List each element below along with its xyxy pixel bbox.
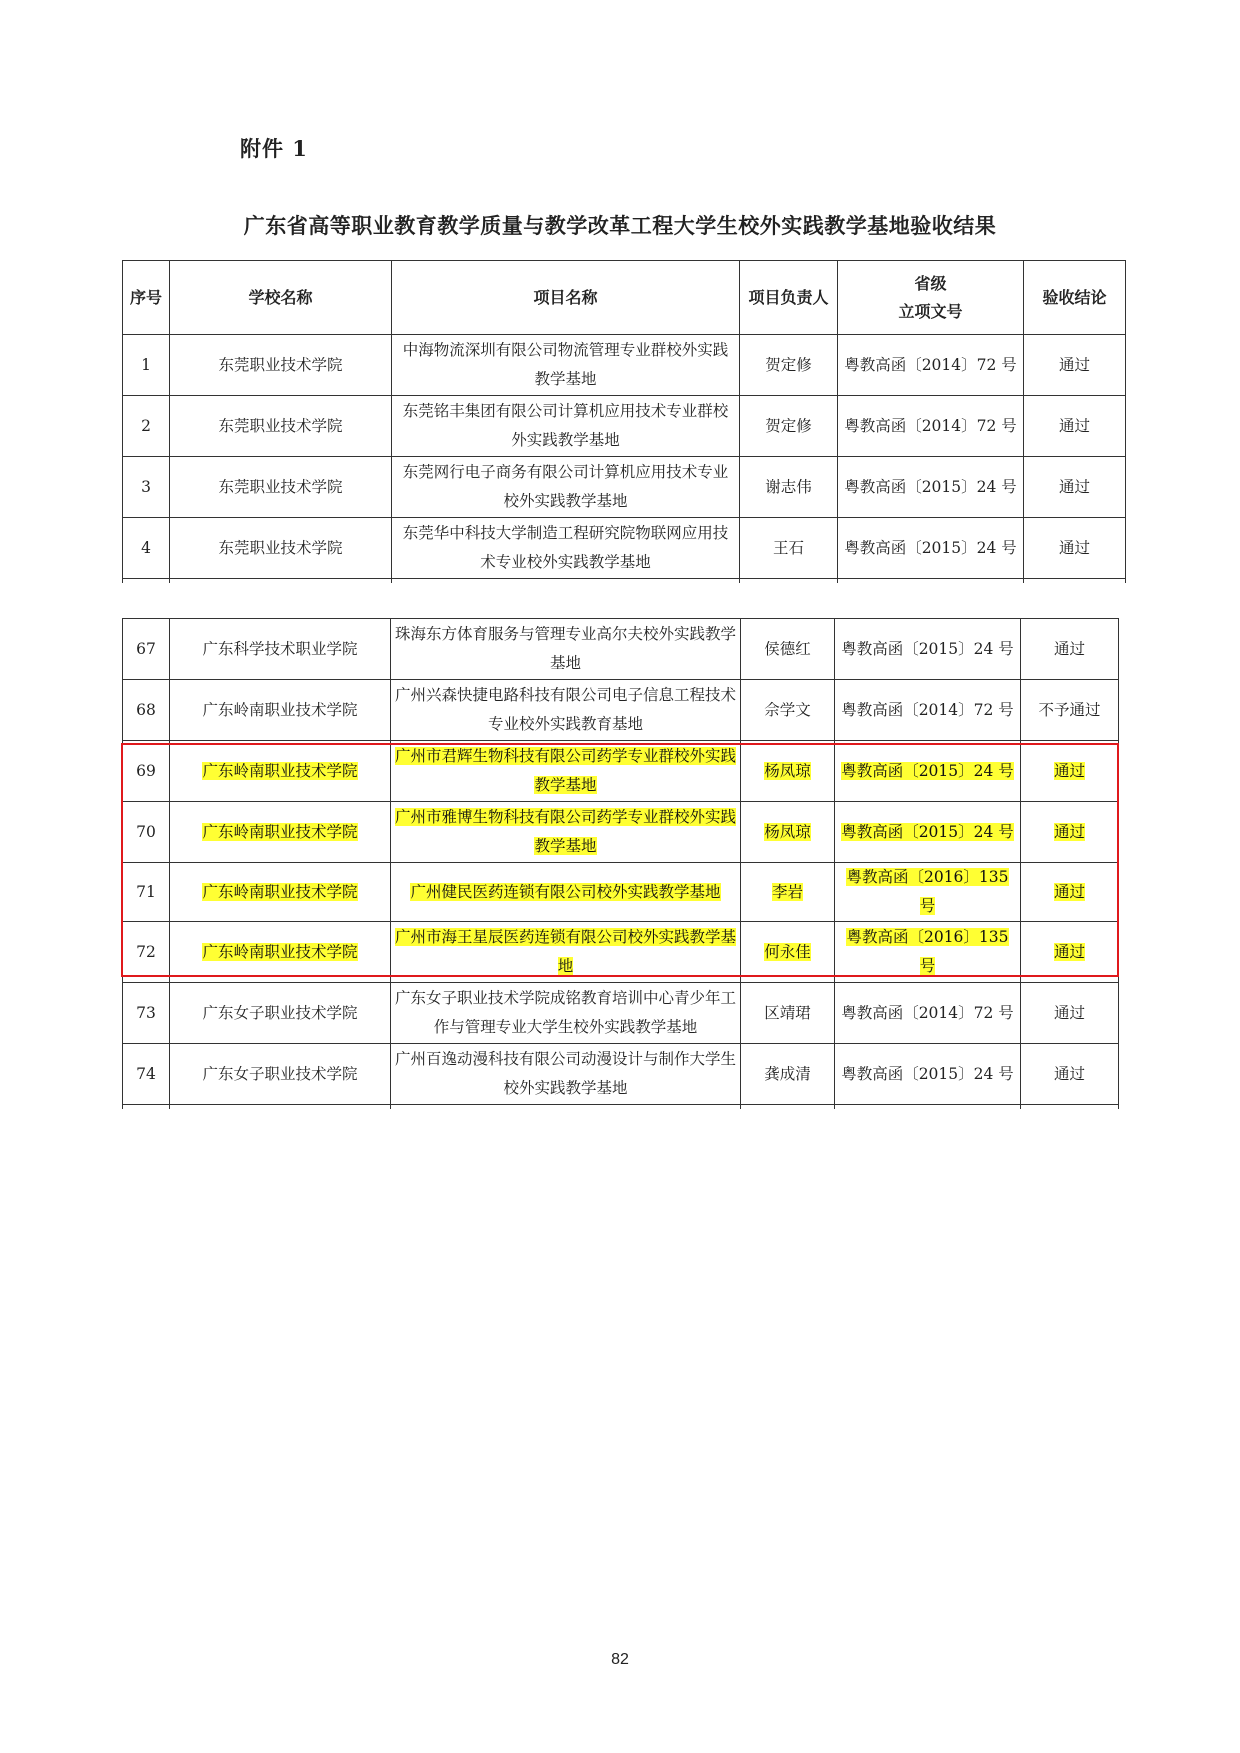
cell-project bbox=[391, 741, 741, 802]
cell-doc: 粤教高函〔2015〕24 号 bbox=[835, 1044, 1021, 1105]
continuation-cell bbox=[1021, 1105, 1119, 1110]
cell-doc: 粤教高函〔2014〕72 号 bbox=[838, 335, 1024, 396]
cell-school: 东莞职业技术学院 bbox=[170, 457, 392, 518]
cell-result: 通过 bbox=[1024, 518, 1126, 579]
table-row bbox=[123, 680, 1119, 741]
cell-project: 广州兴森快捷电路科技有限公司电子信息工程技术专业校外实践教育基地 bbox=[391, 680, 741, 741]
cell-no: 2 bbox=[123, 396, 170, 457]
cell-school: 东莞职业技术学院 bbox=[170, 396, 392, 457]
cell-leader bbox=[741, 741, 835, 802]
cell-leader: 谢志伟 bbox=[740, 457, 838, 518]
cell-no: 72 bbox=[123, 922, 170, 983]
table-body-bottom bbox=[123, 619, 1119, 1110]
cell-school: 广东岭南职业技术学院 bbox=[170, 680, 391, 741]
cell-leader: 贺定修 bbox=[740, 335, 838, 396]
document-title: 广东省高等职业教育教学质量与教学改革工程大学生校外实践教学基地验收结果 bbox=[243, 213, 997, 238]
cell-project: 东莞铭丰集团有限公司计算机应用技术专业群校外实践教学基地 bbox=[392, 396, 740, 457]
continuation-cell bbox=[741, 1105, 835, 1110]
cell-result: 不予通过 bbox=[1021, 680, 1119, 741]
cell-doc bbox=[835, 802, 1021, 863]
header-project: 项目名称 bbox=[392, 261, 740, 335]
table-header-row bbox=[123, 261, 1126, 335]
highlighted-text: 广东岭南职业技术学院 bbox=[202, 822, 358, 841]
cell-school: 广东科学技术职业学院 bbox=[170, 619, 391, 680]
highlighted-text: 广州健民医药连锁有限公司校外实践教学基地 bbox=[410, 882, 721, 901]
highlighted-text: 李岩 bbox=[771, 882, 803, 901]
cell-result: 通过 bbox=[1021, 983, 1119, 1044]
cell-school bbox=[170, 863, 391, 922]
cell-leader: 贺定修 bbox=[740, 396, 838, 457]
cell-project: 广东女子职业技术学院成铭教育培训中心青少年工作与管理专业大学生校外实践教学基地 bbox=[391, 983, 741, 1044]
cell-result bbox=[1021, 922, 1119, 983]
results-table-top bbox=[122, 260, 1126, 583]
table-continuation-row bbox=[123, 1105, 1119, 1110]
cell-no: 1 bbox=[123, 335, 170, 396]
continuation-cell bbox=[838, 579, 1024, 584]
cell-project: 中海物流深圳有限公司物流管理专业群校外实践教学基地 bbox=[392, 335, 740, 396]
cell-project bbox=[391, 802, 741, 863]
table-row bbox=[123, 619, 1119, 680]
highlighted-text: 通过 bbox=[1053, 942, 1085, 961]
highlighted-text: 广东岭南职业技术学院 bbox=[202, 882, 358, 901]
cell-project: 东莞华中科技大学制造工程研究院物联网应用技术专业校外实践教学基地 bbox=[392, 518, 740, 579]
cell-project bbox=[391, 863, 741, 922]
cell-no: 74 bbox=[123, 1044, 170, 1105]
continuation-cell bbox=[123, 1105, 170, 1110]
header-no: 序号 bbox=[123, 261, 170, 335]
cell-doc bbox=[835, 741, 1021, 802]
cell-no: 70 bbox=[123, 802, 170, 863]
header-doc-line1: 省级 bbox=[914, 273, 947, 293]
table-row bbox=[123, 1044, 1119, 1105]
header-doc-line2: 立项文号 bbox=[898, 301, 963, 321]
highlighted-text: 粤教高函〔2016〕135 号 bbox=[846, 868, 1009, 915]
header-result: 验收结论 bbox=[1024, 261, 1126, 335]
table-row bbox=[123, 741, 1119, 802]
highlighted-text: 广州市雅博生物科技有限公司药学专业群校外实践教学基地 bbox=[395, 808, 737, 855]
cell-school: 东莞职业技术学院 bbox=[170, 518, 392, 579]
highlighted-text: 杨凤琼 bbox=[764, 822, 811, 841]
cell-no: 71 bbox=[123, 863, 170, 922]
cell-school: 广东女子职业技术学院 bbox=[170, 983, 391, 1044]
cell-leader bbox=[741, 922, 835, 983]
table-body-top bbox=[123, 335, 1126, 584]
highlighted-text: 粤教高函〔2015〕24 号 bbox=[841, 761, 1014, 780]
continuation-cell bbox=[740, 579, 838, 584]
cell-result bbox=[1021, 741, 1119, 802]
cell-no: 4 bbox=[123, 518, 170, 579]
table-continuation-row bbox=[123, 579, 1126, 584]
continuation-cell bbox=[835, 1105, 1021, 1110]
highlighted-text: 何永佳 bbox=[764, 942, 811, 961]
cell-school: 东莞职业技术学院 bbox=[170, 335, 392, 396]
highlighted-text: 通过 bbox=[1053, 822, 1085, 841]
highlighted-text: 广州市海王星辰医药连锁有限公司校外实践教学基地 bbox=[395, 928, 737, 975]
cell-leader: 王石 bbox=[740, 518, 838, 579]
continuation-cell bbox=[391, 1105, 741, 1110]
continuation-cell bbox=[123, 579, 170, 584]
page-number: 82 bbox=[611, 1651, 629, 1668]
cell-doc: 粤教高函〔2015〕24 号 bbox=[838, 518, 1024, 579]
cell-leader: 龚成清 bbox=[741, 1044, 835, 1105]
cell-project bbox=[391, 922, 741, 983]
attachment-label: 附件 1 bbox=[240, 136, 308, 161]
continuation-cell bbox=[1024, 579, 1126, 584]
highlighted-text: 通过 bbox=[1053, 761, 1085, 780]
cell-project: 广州百逸动漫科技有限公司动漫设计与制作大学生校外实践教学基地 bbox=[391, 1044, 741, 1105]
table-row bbox=[123, 396, 1126, 457]
header-leader: 项目负责人 bbox=[740, 261, 838, 335]
cell-project: 东莞网行电子商务有限公司计算机应用技术专业校外实践教学基地 bbox=[392, 457, 740, 518]
cell-result: 通过 bbox=[1021, 619, 1119, 680]
cell-leader bbox=[741, 802, 835, 863]
cell-project: 珠海东方体育服务与管理专业高尔夫校外实践教学基地 bbox=[391, 619, 741, 680]
table-row bbox=[123, 802, 1119, 863]
table-row bbox=[123, 335, 1126, 396]
cell-result: 通过 bbox=[1024, 457, 1126, 518]
table-row bbox=[123, 863, 1119, 922]
highlighted-text: 广东岭南职业技术学院 bbox=[202, 761, 358, 780]
results-table-bottom bbox=[122, 618, 1119, 1109]
cell-school bbox=[170, 741, 391, 802]
cell-result: 通过 bbox=[1024, 396, 1126, 457]
cell-doc bbox=[835, 922, 1021, 983]
highlighted-text: 粤教高函〔2016〕135 号 bbox=[846, 928, 1009, 975]
cell-doc: 粤教高函〔2015〕24 号 bbox=[838, 457, 1024, 518]
cell-doc: 粤教高函〔2014〕72 号 bbox=[838, 396, 1024, 457]
header-doc bbox=[838, 261, 1024, 335]
cell-doc: 粤教高函〔2015〕24 号 bbox=[835, 619, 1021, 680]
highlighted-text: 通过 bbox=[1053, 882, 1085, 901]
highlighted-text: 广东岭南职业技术学院 bbox=[202, 942, 358, 961]
header-school: 学校名称 bbox=[170, 261, 392, 335]
continuation-cell bbox=[170, 579, 392, 584]
highlighted-text: 杨凤琼 bbox=[764, 761, 811, 780]
table-row bbox=[123, 922, 1119, 983]
continuation-cell bbox=[392, 579, 740, 584]
continuation-cell bbox=[170, 1105, 391, 1110]
table-row bbox=[123, 518, 1126, 579]
cell-school: 广东女子职业技术学院 bbox=[170, 1044, 391, 1105]
cell-doc: 粤教高函〔2014〕72 号 bbox=[835, 983, 1021, 1044]
cell-doc bbox=[835, 863, 1021, 922]
cell-leader: 佘学文 bbox=[741, 680, 835, 741]
cell-no: 3 bbox=[123, 457, 170, 518]
cell-school bbox=[170, 802, 391, 863]
cell-doc: 粤教高函〔2014〕72 号 bbox=[835, 680, 1021, 741]
highlighted-text: 广州市君辉生物科技有限公司药学专业群校外实践教学基地 bbox=[395, 747, 737, 794]
cell-leader: 侯德红 bbox=[741, 619, 835, 680]
cell-leader: 区靖珺 bbox=[741, 983, 835, 1044]
cell-result bbox=[1021, 863, 1119, 922]
cell-leader bbox=[741, 863, 835, 922]
cell-no: 69 bbox=[123, 741, 170, 802]
cell-no: 67 bbox=[123, 619, 170, 680]
cell-no: 68 bbox=[123, 680, 170, 741]
cell-result bbox=[1021, 802, 1119, 863]
cell-result: 通过 bbox=[1021, 1044, 1119, 1105]
table-row bbox=[123, 983, 1119, 1044]
table-row bbox=[123, 457, 1126, 518]
highlighted-text: 粤教高函〔2015〕24 号 bbox=[841, 822, 1014, 841]
cell-school bbox=[170, 922, 391, 983]
cell-no: 73 bbox=[123, 983, 170, 1044]
cell-result: 通过 bbox=[1024, 335, 1126, 396]
